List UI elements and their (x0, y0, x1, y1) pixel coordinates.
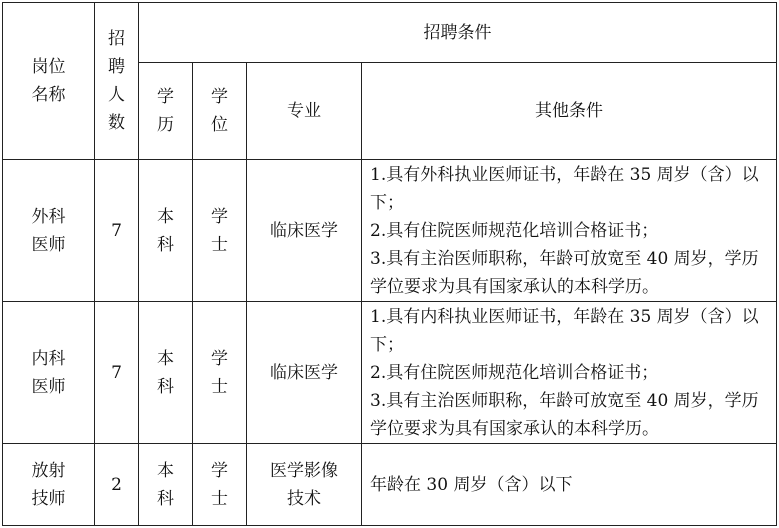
condition-line: 2.具有住院医师规范化培训合格证书； (370, 362, 659, 383)
education-cell: 本科 (139, 302, 193, 444)
header-row-1 (3, 3, 777, 63)
education-cell: 本科 (139, 160, 193, 302)
count-cell: 7 (95, 302, 139, 444)
header-major: 专业 (247, 63, 362, 160)
other-conditions-cell (362, 160, 777, 302)
degree-cell: 学士 (193, 302, 247, 444)
condition-line: 2.具有住院医师规范化培训合格证书； (370, 220, 659, 241)
education-cell: 本科 (139, 444, 193, 526)
major-cell: 临床医学 (247, 302, 362, 444)
position-cell: 放射技师 (3, 444, 95, 526)
condition-line: 3.具有主治医师职称，年龄可放宽至 40 周岁，学历学位要求为具有国家承认的本科学历。 (370, 390, 759, 439)
condition-line: 3.具有主治医师职称，年龄可放宽至 40 周岁，学历学位要求为具有国家承认的本科学历。 (370, 248, 759, 297)
condition-line: 年龄在 30 周岁（含）以下 (370, 474, 573, 495)
major-cell: 临床医学 (247, 160, 362, 302)
header-education: 学历 (139, 63, 193, 160)
condition-line: 1.具有内科执业医师证书，年龄在 35 周岁（含）以下； (370, 306, 759, 355)
position-cell: 内科医师 (3, 302, 95, 444)
position-cell: 外科医师 (3, 160, 95, 302)
header-conditions: 招聘条件 (139, 3, 777, 63)
other-conditions-cell (362, 444, 777, 526)
major-cell: 医学影像技术 (247, 444, 362, 526)
recruitment-table (2, 2, 777, 526)
degree-cell: 学士 (193, 160, 247, 302)
other-conditions-cell (362, 302, 777, 444)
table-row (3, 302, 777, 444)
count-cell: 2 (95, 444, 139, 526)
header-degree: 学位 (193, 63, 247, 160)
header-count: 招聘人数 (95, 3, 139, 160)
degree-cell: 学士 (193, 444, 247, 526)
count-cell: 7 (95, 160, 139, 302)
header-position: 岗位名称 (3, 3, 95, 160)
condition-line: 1.具有外科执业医师证书，年龄在 35 周岁（含）以下； (370, 164, 759, 213)
table-row (3, 160, 777, 302)
table-row (3, 444, 777, 526)
header-other: 其他条件 (362, 63, 777, 160)
